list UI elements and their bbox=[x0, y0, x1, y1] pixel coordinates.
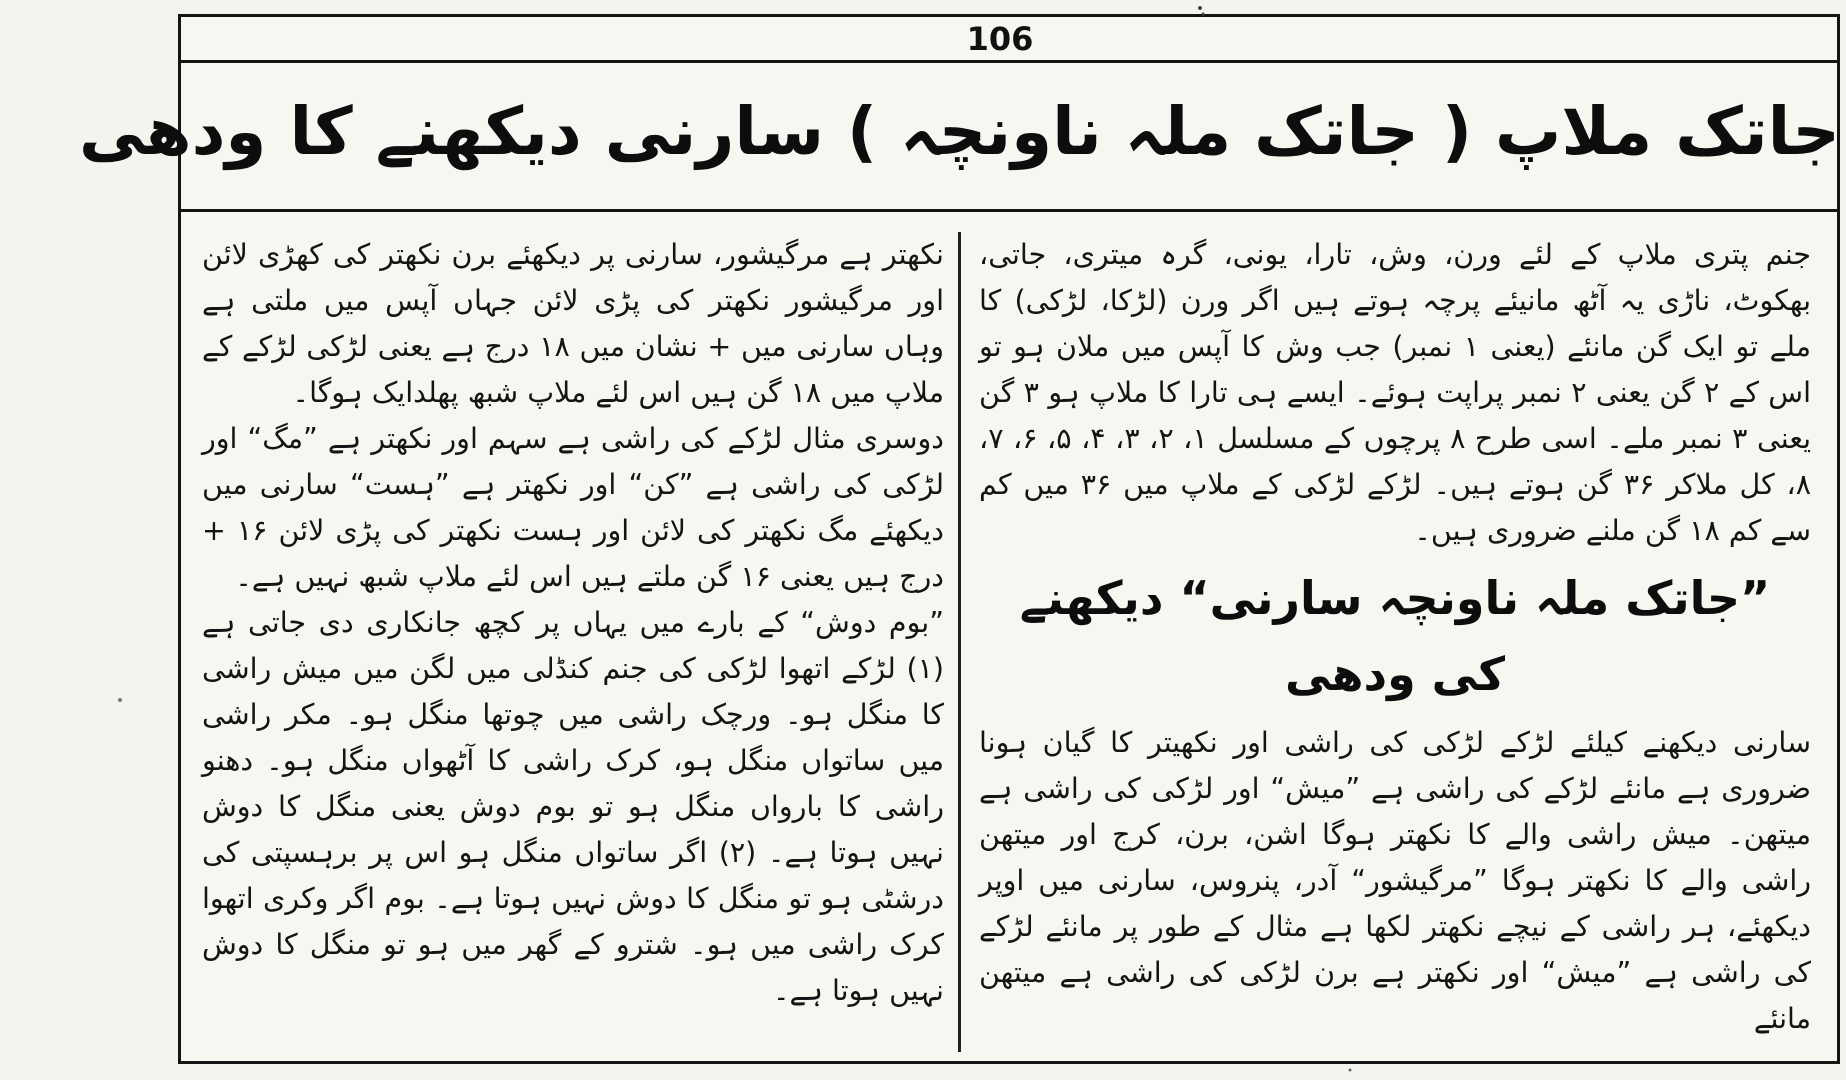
right-column bbox=[975, 232, 1815, 1042]
right-paragraph-1: جنم پتری ملاپ کے لئے ورن، وش، تارا، یونی، گرہ میتری، جاتی، بھکوٹ، ناڑی یہ آٹھ مانیئے پرچہ ہوتے ہیں اگر ورن (لڑکا، لڑکی) کا ملے تو ایک گن مانئے (یعنی ۱ نمبر) جب وش کا آپس میں ملان ہو تو اس کے ۲ گن یعنی ۲ نمبر پراپت ہوئے۔ ایسے ہی تارا کا ملاپ ہو ۳ گن یعنی ۳ نمبر ملے۔ اسی طرح ۸ پرچوں کے مسلسل ۱، ۲، ۳، ۴، ۵، ۶، ۷، ۸، کل ملاکر ۳۶ گن ہوتے ہیں۔ لڑکے لڑکی کے ملاپ میں ۳۶ میں کم سے کم ۱۸ گن ملنے ضروری ہیں۔ bbox=[979, 238, 1812, 547]
left-paragraph-3: ”بوم دوش“ کے بارے میں یہاں پر کچھ جانکاری دی جاتی ہے (۱) لڑکے اتھوا لڑکی کی جنم کنڈلی میں لگن میں میش راشی کا منگل ہو۔ ورچک راشی میں چوتھا منگل ہو۔ مکر راشی میں ساتواں منگل ہو، کرک راشی کا آٹھواں منگل ہو۔ دھنو راشی کا بارواں منگل ہو تو بوم دوش یعنی منگل کا دوش نہیں ہوتا ہے۔ (۲) اگر ساتواں منگل ہو اس پر برہسپتی کی درشٹی ہو تو منگل کا دوش نہیں ہوتا ہے۔ بوم اگر وکری اتھوا کرک راشی میں ہو۔ شترو کے گھر میں ہو تو منگل کا دوش نہیں ہوتا ہے۔ bbox=[202, 606, 944, 1007]
right-paragraph-2: سارنی دیکھنے کیلئے لڑکے لڑکی کی راشی اور نکھیتر کا گیان ہونا ضروری ہے مانئے لڑکے کی راشی ہے ”میش“ اور لڑکی کی راشی ہے میتھن۔ میش راشی والے کا نکھتر ہوگا اشن، برن، کرج اور میتھن راشی والے کا نکھتر ہوگا ”مرگیشور“ آدر، پنروس، سارنی میں اوپر دیکھئے، ہر راشی کے نیچے نکھتر لکھا ہے مثال کے طور پر مانئے لڑکے کی راشی ہے ”میش“ اور نکھتر ہے برن لڑکی کی راشی ہے میتھن مانئے bbox=[979, 726, 1811, 1035]
section-heading: ”جاتک ملہ ناونچہ سارنی“ دیکھنے کی ودھی bbox=[1019, 571, 1771, 701]
page-number: 106 bbox=[966, 20, 1034, 58]
left-column bbox=[198, 232, 948, 1014]
page-title: جاتک ملاپ ( جاتک ملہ ناونچہ ) سارنی دیکھنے کا ودھی bbox=[79, 93, 1840, 170]
left-paragraph-1: نکھتر ہے مرگیشور، سارنی پر دیکھئے برن نکھتر کی کھڑی لائن اور مرگیشور نکھتر کی پڑی لائن جہاں آپس میں ملتی ہے وہاں سارنی میں + نشان میں ۱۸ درج ہے یعنی لڑکی لڑکے کے ملاپ میں ۱۸ گن ہیں اس لئے ملاپ شبھ پھلدایک ہوگا۔ bbox=[202, 238, 944, 409]
left-paragraph-2: دوسری مثال لڑکے کی راشی ہے سہم اور نکھتر ہے ”مگ“ اور لڑکی کی راشی ہے ”کن“ اور نکھتر ہے ”ہست“ سارنی میں دیکھئے مگ نکھتر کی لائن اور ہست نکھتر کی پڑی لائن ۱۶ + درج ہیں یعنی ۱۶ گن ملتے ہیں اس لئے ملاپ شبھ نہیں ہے۔ bbox=[202, 422, 944, 593]
column-divider bbox=[958, 232, 961, 1052]
